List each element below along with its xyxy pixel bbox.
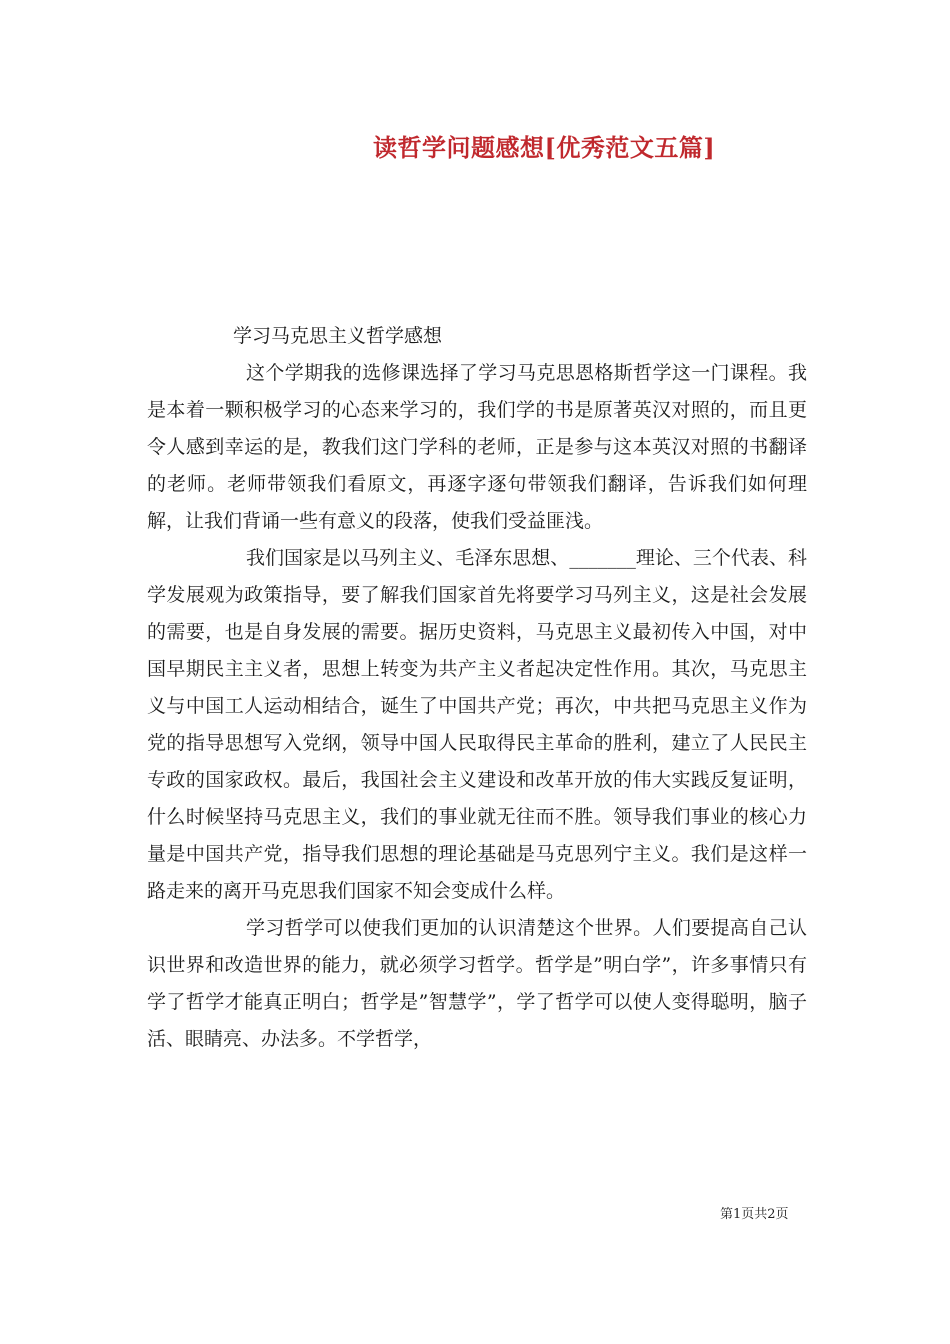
- paragraph-3: 学习哲学可以使我们更加的认识清楚这个世界。人们要提高自己认识世界和改造世界的能力，就必须学习哲学。哲学是”明白学”，许多事情只有学了哲学才能真正明白；哲学是”智慧学”，学了哲学可以使人变得聪明，脑子活、眼睛亮、办法多。不学哲学，: [147, 917, 807, 1050]
- document-title: 读哲学问题感想[优秀范文五篇]: [373, 133, 716, 162]
- section-heading: 学习马克思主义哲学感想: [233, 325, 443, 347]
- document-body: [147, 318, 807, 1058]
- paragraph-2: 我们国家是以马列主义、毛泽东思想、_______理论、三个代表、科学发展观为政策指导，要了解我们国家首先将要学习马列主义，这是社会发展的需要，也是自身发展的需要。据历史资料，马克思主义最初传入中国，对中国早期民主主义者，思想上转变为共产主义者起决定性作用。其次，马克思主义与中国工人运动相结合，诞生了中国共产党；再次，中共把马克思主义作为党的指导思想写入党纲，领导中国人民取得民主革命的胜利，建立了人民民主专政的国家政权。最后，我国社会主义建设和改革开放的伟大实践反复证明，什么时候坚持马克思主义，我们的事业就无往而不胜。领导我们事业的核心力量是中国共产党，指导我们思想的理论基础是马克思列宁主义。我们是这样一路走来的离开马克思我们国家不知会变成什么样。: [147, 547, 807, 902]
- page-number-footer: 第1页共2页: [720, 1207, 789, 1222]
- paragraph-1: 这个学期我的选修课选择了学习马克思恩格斯哲学这一门课程。我是本着一颗积极学习的心态来学习的，我们学的书是原著英汉对照的，而且更令人感到幸运的是，教我们这门学科的老师，正是参与这本英汉对照的书翻译的老师。老师带领我们看原文，再逐字逐句带领我们翻译，告诉我们如何理解，让我们背诵一些有意义的段落，使我们受益匪浅。: [147, 362, 807, 532]
